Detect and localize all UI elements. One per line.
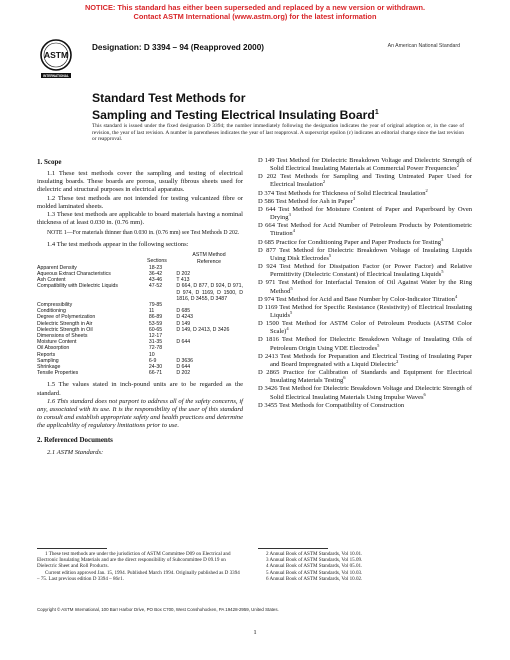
- standard-type: An American National Standard: [387, 43, 460, 49]
- table-cell-sections: 43-46: [148, 277, 163, 284]
- footnote-item: 5 Annual Book of ASTM Standards, Vol 10.03.: [266, 569, 363, 576]
- reference-text: D 971 Test Method for Interfacial Tension of Oil Against Water by the Ring Method: [258, 279, 472, 295]
- reference-item: [258, 247, 472, 263]
- table-cell-name: Compressibility: [37, 302, 73, 309]
- table-cell-name: Reports: [37, 351, 56, 358]
- reference-footnote-mark: 3: [441, 236, 444, 242]
- reference-text: D 877 Test Method for Dielectric Breakdown Voltage of Insulating Liquids Using Disk Electrodes: [258, 246, 472, 262]
- reference-text: D 1500 Test Method for ASTM Color of Petroleum Products (ASTM Color Scale): [258, 320, 472, 336]
- page-number: 1: [253, 629, 257, 636]
- reference-footnote-mark: 5: [290, 285, 293, 291]
- reference-footnote-mark: 3: [288, 211, 291, 217]
- col-reference-line-2: Reference: [197, 258, 221, 265]
- col-sections-header: Sections: [147, 258, 167, 265]
- left-column: [37, 158, 243, 457]
- reference-item: [258, 173, 472, 189]
- footnote-rule-right: [258, 548, 328, 549]
- reference-item: [258, 353, 472, 369]
- svg-text:INTERNATIONAL: INTERNATIONAL: [43, 74, 69, 78]
- table-cell-sections: 79-85: [148, 302, 163, 309]
- referenced-documents-list: [258, 157, 472, 410]
- table-cell-name: Apparent Density: [37, 264, 77, 271]
- table-cell-sections: 36-42: [148, 271, 163, 278]
- reference-item: [258, 402, 472, 410]
- footnote-1: 1 These test methods are under the jurisdiction of ASTM Committee D09 on Electrical and Electronic Insulating Materials and are the direct responsibility of Subcommittee D 09.19 on Dielectric Sheet and Roll Products.: [37, 551, 231, 570]
- table-cell-sections: 6-9: [148, 357, 157, 364]
- table-cell-name: Oil Absorption: [37, 345, 70, 352]
- table-cell-ref: D 202: [176, 370, 191, 377]
- table-cell-ref: D 644: [176, 364, 191, 371]
- table-cell-name: Dielectric Strength in Air: [37, 320, 93, 327]
- table-cell-sections: 53-59: [148, 320, 163, 327]
- table-cell-name: Tensile Properties: [37, 370, 79, 377]
- table-cell-ref: D 149, D 2413, D 3426: [176, 326, 230, 333]
- table-cell-sections: 72-78: [148, 345, 163, 352]
- table-cell-name: Ash Content: [37, 277, 66, 284]
- reference-footnote-mark: 3: [352, 195, 356, 201]
- title-line-2: [92, 106, 379, 123]
- table-cell-ref: D 664, D 877, D 924, D 971, D 974, D 1169, D 1500, D 1816, D 3455, D 3487: [176, 283, 243, 302]
- reference-footnote-mark: 2: [425, 187, 428, 193]
- reference-footnote-mark: 5: [377, 342, 380, 348]
- footnote-item: 4 Annual Book of ASTM Standards, Vol 05.01.: [266, 563, 363, 570]
- designation: Designation: D 3394 – 94 (Reapproved 2000): [92, 43, 265, 52]
- reference-item: [258, 369, 472, 385]
- reference-footnote-mark: 4: [454, 293, 458, 299]
- table-cell-name: Shrinkage: [37, 364, 61, 371]
- table-cell-ref: D 149: [176, 320, 191, 327]
- footnote-item: 6 Annual Book of ASTM Standards, Vol 10.02.: [266, 575, 363, 582]
- table-cell-ref: D 202: [176, 271, 191, 278]
- reference-text: D 924 Test Method for Dissipation Factor (or Power Factor) and Relative Permittivity (Dielectric Constant) of Electrical Insulating Liquids: [258, 263, 472, 279]
- table-cell-name: Dimensions of Sheets: [37, 333, 88, 340]
- reference-item: [258, 195, 472, 206]
- note-1: NOTE 1—For materials thinner than 0.030 in. (0.76 mm) see Test Methods D 202.: [47, 230, 240, 237]
- para-1-4: 1.4 The test methods appear in the following sections:: [47, 241, 189, 249]
- reference-footnote-mark: 5: [328, 252, 332, 258]
- reference-text: D 3426 Test Method for Dielectric Breakdown Voltage and Dielectric Strength of Solid Electrical Insulating Materials Using Impulse Waves: [258, 385, 472, 401]
- reference-item: [258, 336, 472, 352]
- reference-text: D 2865 Practice for Calibration of Standards and Equipment for Electrical Insulating Materials Testing: [258, 369, 472, 385]
- table-cell-ref: T 413: [176, 277, 190, 284]
- reference-text: D 1816 Test Method for Dielectric Breakdown Voltage of Insulating Oils of Petroleum Origin Using VDE Electrodes: [258, 336, 472, 352]
- reference-item: [258, 279, 472, 295]
- reference-footnote-mark: 2: [396, 358, 399, 364]
- table-cell-ref: D 3636: [176, 357, 194, 364]
- table-cell-sections: 24-30: [148, 364, 163, 371]
- title-footnote-mark: 1: [374, 108, 379, 116]
- table-cell-ref: D 644: [176, 339, 191, 346]
- reference-item: [258, 187, 472, 198]
- reference-footnote-mark: 2: [322, 179, 326, 185]
- reference-item: [258, 385, 472, 401]
- table-row: [37, 283, 243, 302]
- copyright: Copyright © ASTM International, 100 Barr Harbor Drive, PO Box C700, West Conshohocken, PA 19428-2959, United States.: [37, 607, 279, 612]
- reference-footnote-mark: 4: [292, 228, 295, 234]
- table-body: [37, 265, 243, 377]
- reference-item: [258, 304, 472, 320]
- footnotes-right: [258, 551, 472, 582]
- footnote-item: 2 Annual Book of ASTM Standards, Vol 10.01.: [266, 551, 363, 557]
- table-cell-sections: 31-35: [148, 339, 163, 346]
- para-1-2: 1.2 These test methods are not intended for testing vulcanized fibre or molded laminated sheets.: [37, 194, 243, 210]
- reference-item: [258, 206, 472, 222]
- table-cell-ref: D 4243: [176, 314, 194, 321]
- reference-footnote-mark: 2: [456, 162, 459, 168]
- reference-text: D 685 Practice for Conditioning Paper and Paper Products for Testing: [258, 238, 442, 246]
- para-2-1: 2.1 ASTM Standards:: [47, 448, 104, 456]
- reference-item: [258, 222, 472, 238]
- title-line-2-text: Sampling and Testing Electrical Insulating Board: [92, 107, 375, 122]
- reference-footnote-mark: 4: [286, 326, 289, 332]
- reference-text: D 1169 Test Method for Specific Resistance (Resistivity) of Electrical Insulating Liquids: [258, 303, 472, 319]
- table-cell-sections: 12-17: [148, 333, 163, 340]
- table-cell-name: Aqueous Extract Characteristics: [37, 271, 111, 278]
- reference-footnote-mark: 6: [343, 375, 346, 381]
- document-title: [92, 92, 379, 122]
- notice-line-2: Contact ASTM International (www.astm.org) for the latest information: [133, 12, 377, 21]
- scope-heading: 1. Scope: [37, 158, 62, 166]
- reference-text: D 149 Test Method for Dielectric Breakdown Voltage and Dielectric Strength of Solid Electrical Insulating Materials at Commercial Power Frequencies: [258, 157, 472, 173]
- col-reference-line-1: ASTM Method: [192, 252, 226, 259]
- col-reference-header: [175, 252, 243, 264]
- footnote-rule-left: [37, 548, 107, 549]
- table-cell-name: Degree of Polymerization: [37, 314, 96, 321]
- title-line-1: Standard Test Methods for: [92, 91, 246, 105]
- table-row: [37, 370, 243, 376]
- table-cell-sections: 18-23: [148, 264, 163, 271]
- reference-item: [258, 293, 472, 304]
- footnote-item: 3 Annual Book of ASTM Standards, Vol 15.09.: [266, 557, 363, 564]
- table-cell-name: Moisture Content: [37, 339, 77, 346]
- table-cell-name: Conditioning: [37, 308, 66, 315]
- table-cell-sections: 47-52: [148, 283, 163, 290]
- para-1-1: 1.1 These test methods cover the sampling and testing of electrical insulating boards. These boards are porous, usually fibrous sheets used for dielectric and structural purposes in electrical apparatus.: [37, 170, 243, 194]
- notice-line-1: NOTICE: This standard has either been superseded and replaced by a new version or withdrawn.: [84, 3, 426, 12]
- reference-footnote-mark: 6: [423, 391, 426, 397]
- astm-logo: [38, 38, 74, 82]
- para-1-5: 1.5 The values stated in inch-pound units are to be regarded as the standard.: [37, 381, 243, 397]
- reference-text: D 374 Test Methods for Thickness of Solid Electrical Insulation: [258, 189, 426, 197]
- table-cell-name: Dielectric Strength in Oil: [37, 326, 93, 333]
- para-1-3: 1.3 These test methods are applicable to board materials having a nominal thickness of at least 0.030 in. (0.76 mm).: [37, 210, 243, 227]
- para-1-6: 1.6 This standard does not purport to address all of the safety concerns, if any, associated with its use. It is the responsibility of the user of this standard to consult and establish appropriate safety and health practices and determine the applicability of regulatory limitations prior to use.: [37, 397, 243, 430]
- svg-text:ASTM: ASTM: [43, 50, 69, 60]
- reference-text: D 3455 Test Methods for Compatibility of Construction: [258, 401, 405, 409]
- reference-footnote-mark: 5: [441, 269, 444, 275]
- footnote-1-edition: Current edition approved Jan. 15, 1994. Published March 1994. Originally published as D 3394 – 75. Last previous edition D 3394 – 86ε1.: [37, 569, 240, 582]
- table-cell-sections: 10: [148, 351, 155, 358]
- reference-text: D 664 Test Method for Acid Number of Petroleum Products by Potentiometric Titration: [258, 222, 472, 238]
- table-cell-sections: 60-65: [148, 326, 163, 333]
- reference-text: D 202 Test Methods for Sampling and Testing Untreated Paper Used for Electrical Insulation: [258, 173, 472, 189]
- footnotes-left: [37, 551, 243, 582]
- sections-table: [37, 252, 243, 376]
- table-cell-sections: 11: [148, 308, 155, 315]
- issued-note: This standard is issued under the fixed designation D 3394; the number immediately following the designation indicates the year of original adoption or, in the case of revision, the year of last revision. A number in parentheses indicates the year of last reapproval. A superscript epsilon (ε) indicates an editorial change since the last revision or reapproval.: [92, 123, 464, 143]
- table-cell-sections: 66-71: [148, 370, 163, 377]
- referenced-heading: 2. Referenced Documents: [37, 436, 113, 445]
- table-cell-name: Sampling: [37, 357, 59, 364]
- table-cell-ref: D 685: [176, 308, 191, 315]
- reference-text: D 644 Test Method for Moisture Content of Paper and Paperboard by Oven Drying: [258, 205, 472, 222]
- reference-footnote-mark: 5: [290, 309, 293, 315]
- reference-item: [258, 157, 472, 173]
- table-header: [37, 252, 243, 264]
- table-cell-name: Compatibility with Dielectric Liquids: [37, 283, 119, 290]
- reference-text: D 974 Test Method for Acid and Base Number by Color-Indicator Titration: [258, 295, 455, 303]
- withdrawal-notice: [0, 3, 510, 21]
- reference-item: [258, 263, 472, 279]
- reference-item: [258, 320, 472, 336]
- table-cell-sections: 86-89: [148, 314, 163, 321]
- reference-item: [258, 236, 472, 247]
- reference-text: D 586 Test Method for Ash in Paper: [258, 197, 353, 205]
- reference-text: D 2413 Test Methods for Preparation and Electrical Testing of Insulating Paper and Board Impregnated with a Liquid Dielectric: [258, 352, 472, 368]
